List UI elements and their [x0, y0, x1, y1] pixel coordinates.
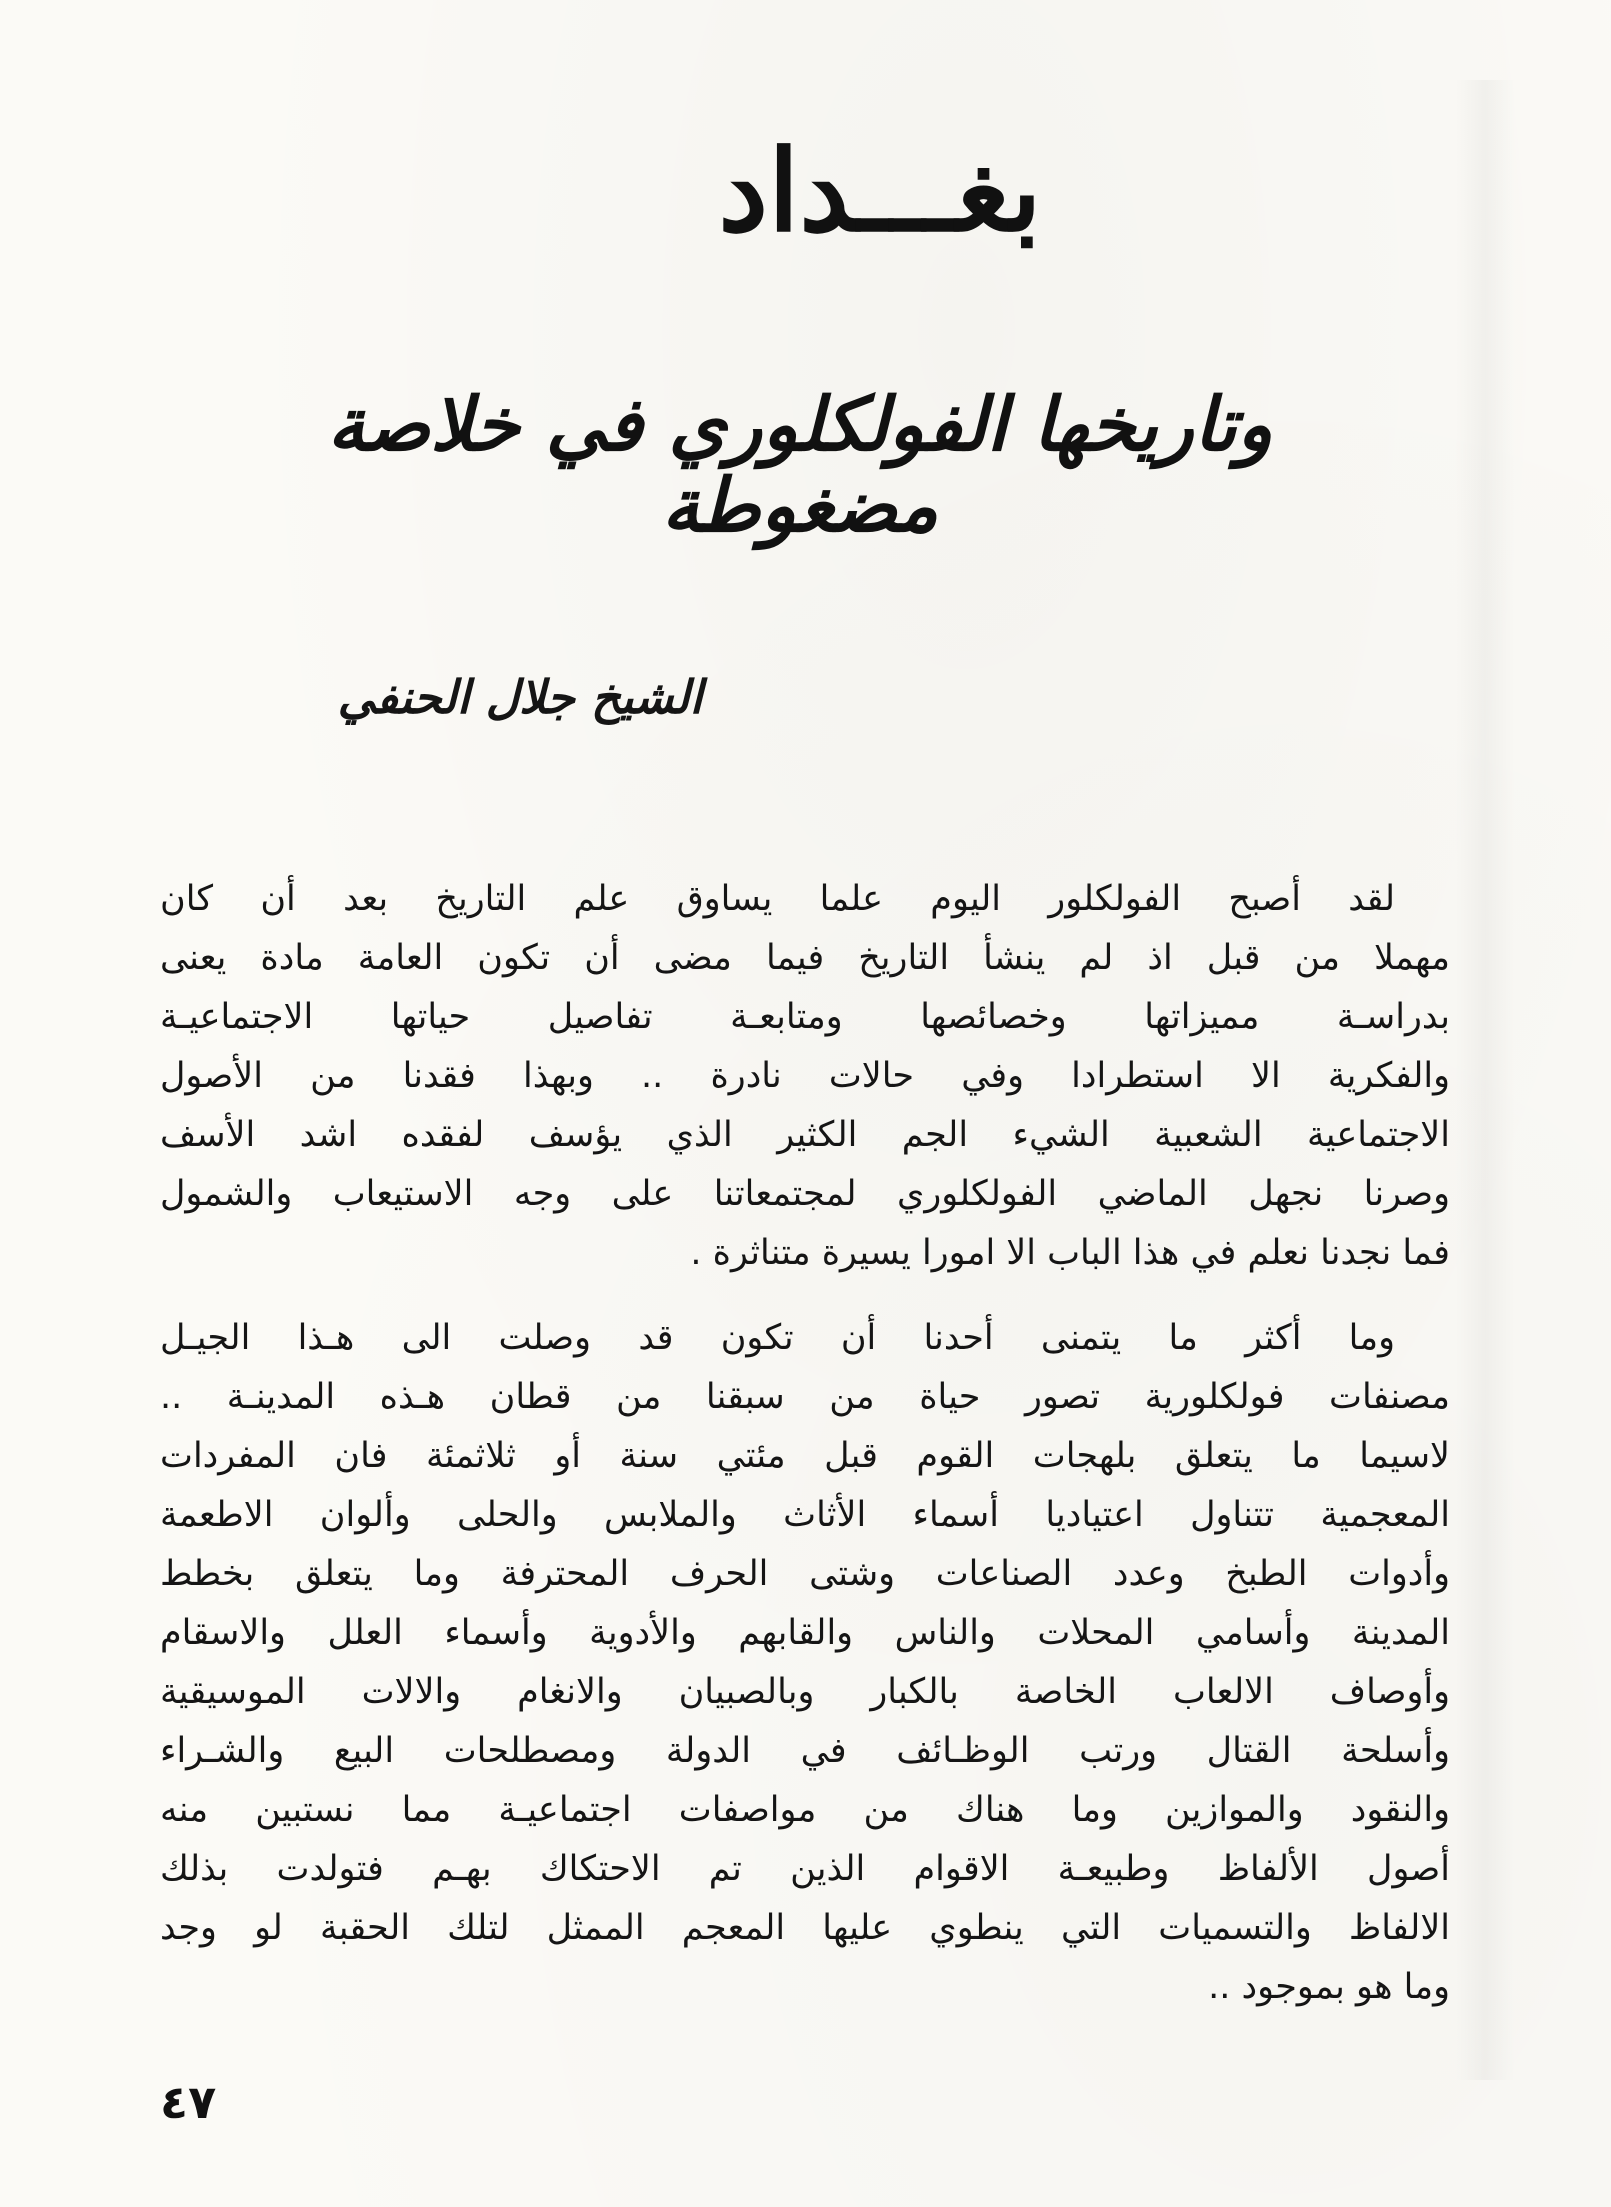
text-line: وأسلحة القتال ورتب الوظـائف في الدولة ومصطلحات البيع والشـراء: [160, 1731, 1450, 1771]
scan-shadow: [1455, 80, 1515, 2080]
text-line: لاسيما ما يتعلق بلهجات القوم قبل مئتي سنة أو ثلاثمئة فان المفردات: [160, 1436, 1450, 1476]
text-line: المعجمية تتناول اعتياديا أسماء الأثاث والملابس والحلى وألوان الاطعمة: [160, 1495, 1450, 1535]
text-line: وأدوات الطبخ وعدد الصناعات وشتى الحرف المحترفة وما يتعلق بخطط: [160, 1554, 1450, 1594]
text-line: وما أكثر ما يتمنى أحدنا أن تكون قد وصلت الى هـذا الجيـل: [160, 1318, 1395, 1358]
article-title: بغـــداد: [718, 126, 1042, 257]
paragraph-2: [160, 1309, 1450, 2017]
text-line: أصول الألفاظ وطبيعـة الاقوام الذين تم الاحتكاك بهـم فتولدت بذلك: [160, 1849, 1450, 1889]
paragraph-1: [160, 870, 1450, 1283]
author-name: الشيخ جلال الحنفي: [337, 670, 703, 724]
page-number: ٤٧: [160, 2075, 217, 2129]
text-line: بدراسـة مميزاتها وخصائصها ومتابعـة تفاصيل حياتها الاجتماعيـة: [160, 997, 1450, 1037]
article-subtitle: وتاريخها الفولكلوري في خلاصة مضغوطة: [327, 382, 1273, 550]
text-line: لقد أصبح الفولكلور اليوم علما يساوق علم التاريخ بعد أن كان: [160, 879, 1395, 919]
text-line: الاجتماعية الشعبية الشيء الجم الكثير الذي يؤسف لفقده اشد الأسف: [160, 1115, 1450, 1155]
text-line: فما نجدنا نعلم في هذا الباب الا امورا يسيرة متناثرة .: [690, 1233, 1450, 1273]
text-line: وأوصاف الالعاب الخاصة بالكبار وبالصبيان والانغام والالات الموسيقية: [160, 1672, 1450, 1712]
text-line: وما هو بموجود ..: [1208, 1967, 1450, 2007]
text-line: والفكرية الا استطرادا وفي حالات نادرة .. وبهذا فقدنا من الأصول: [160, 1056, 1450, 1096]
text-line: مصنفات فولكلورية تصور حياة من سبقنا من قطان هـذه المدينـة ..: [160, 1377, 1450, 1417]
text-line: مهملا من قبل اذ لم ينشأ التاريخ فيما مضى أن تكون العامة مادة يعنى: [160, 938, 1450, 978]
text-line: والنقود والموازين وما هناك من مواصفات اجتماعيـة مما نستبين منه: [160, 1790, 1450, 1830]
text-line: المدينة وأسامي المحلات والناس والقابهم والأدوية وأسماء العلل والاسقام: [160, 1613, 1450, 1653]
article-body: [160, 870, 1450, 2017]
text-line: الالفاظ والتسميات التي ينطوي عليها المعجم الممثل لتلك الحقبة لو وجد: [160, 1908, 1450, 1948]
text-line: وصرنا نجهل الماضي الفولكلوري لمجتمعاتنا على وجه الاستيعاب والشمول: [160, 1174, 1450, 1214]
